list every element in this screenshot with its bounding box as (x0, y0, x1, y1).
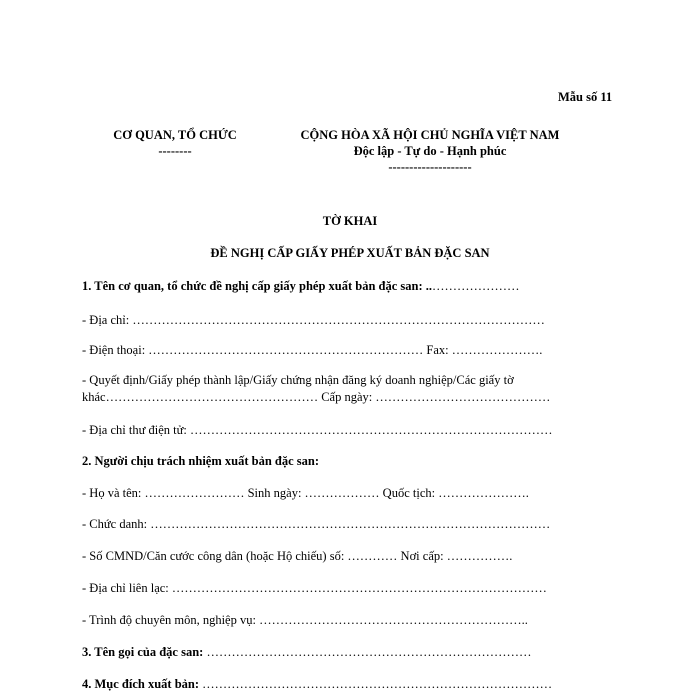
document-subtitle: ĐỀ NGHỊ CẤP GIẤY PHÉP XUẤT BẢN ĐẶC SAN (210, 246, 490, 260)
email-line: - Địa chỉ thư điện tử: …………………………………………………………………………… (82, 423, 553, 437)
section3-label: 3. Tên gọi của đặc san: (82, 645, 204, 659)
section1-heading-text: 1. Tên cơ quan, tổ chức đề nghị cấp giấy phép xuất bản đặc san: .. (82, 279, 433, 293)
address-line: - Địa chỉ: ……………………………………………………………………………………… (82, 313, 545, 327)
section2-heading: 2. Người chịu trách nhiệm xuất bản đặc san: (82, 454, 320, 468)
decision-line-1: - Quyết định/Giấy phép thành lập/Giấy chứng nhận đăng ký doanh nghiệp/Các giấy tờ (82, 373, 514, 387)
job-title-line: - Chức danh: …………………………………………………………………………………… (82, 517, 551, 531)
motto: Độc lập - Tự do - Hạnh phúc (353, 144, 507, 158)
section4-line (82, 677, 552, 692)
section3-line (82, 645, 531, 660)
form-number: Mẫu số 11 (558, 90, 613, 104)
nation-title: CỘNG HÒA XÃ HỘI CHỦ NGHĨA VIỆT NAM (300, 128, 560, 142)
section4-label: 4. Mục đích xuất bản: (82, 677, 200, 691)
org-dash: -------- (158, 144, 192, 158)
decision-line-2: khác…………………………………………… Cấp ngày: …………………………………… (82, 390, 551, 404)
id-line: - Số CMND/Căn cước công dân (hoặc Hộ chiếu) số: ………… Nơi cấp: ……………. (82, 549, 513, 563)
phone-line: - Điện thoại: ………………………………………………………… Fax: …………………. (82, 343, 543, 357)
org-label: CƠ QUAN, TỔ CHỨC (113, 128, 237, 142)
section4-dots: ………………………………………………………………………… (199, 677, 553, 691)
section1-heading-dots: ………………… (432, 279, 520, 293)
contact-line: - Địa chỉ liên lạc: ……………………………………………………………………………… (82, 581, 547, 595)
document-title: TỜ KHAI (322, 214, 378, 228)
name-line: - Họ và tên: …………………… Sinh ngày: ……………… Quốc tịch: …………………. (82, 486, 529, 500)
motto-dash: -------------------- (388, 160, 472, 174)
qualification-line: - Trình độ chuyên môn, nghiệp vụ: ……………………………………………………….. (82, 613, 528, 627)
section1-heading (82, 279, 520, 294)
section3-dots: …………………………………………………………………… (203, 645, 532, 659)
